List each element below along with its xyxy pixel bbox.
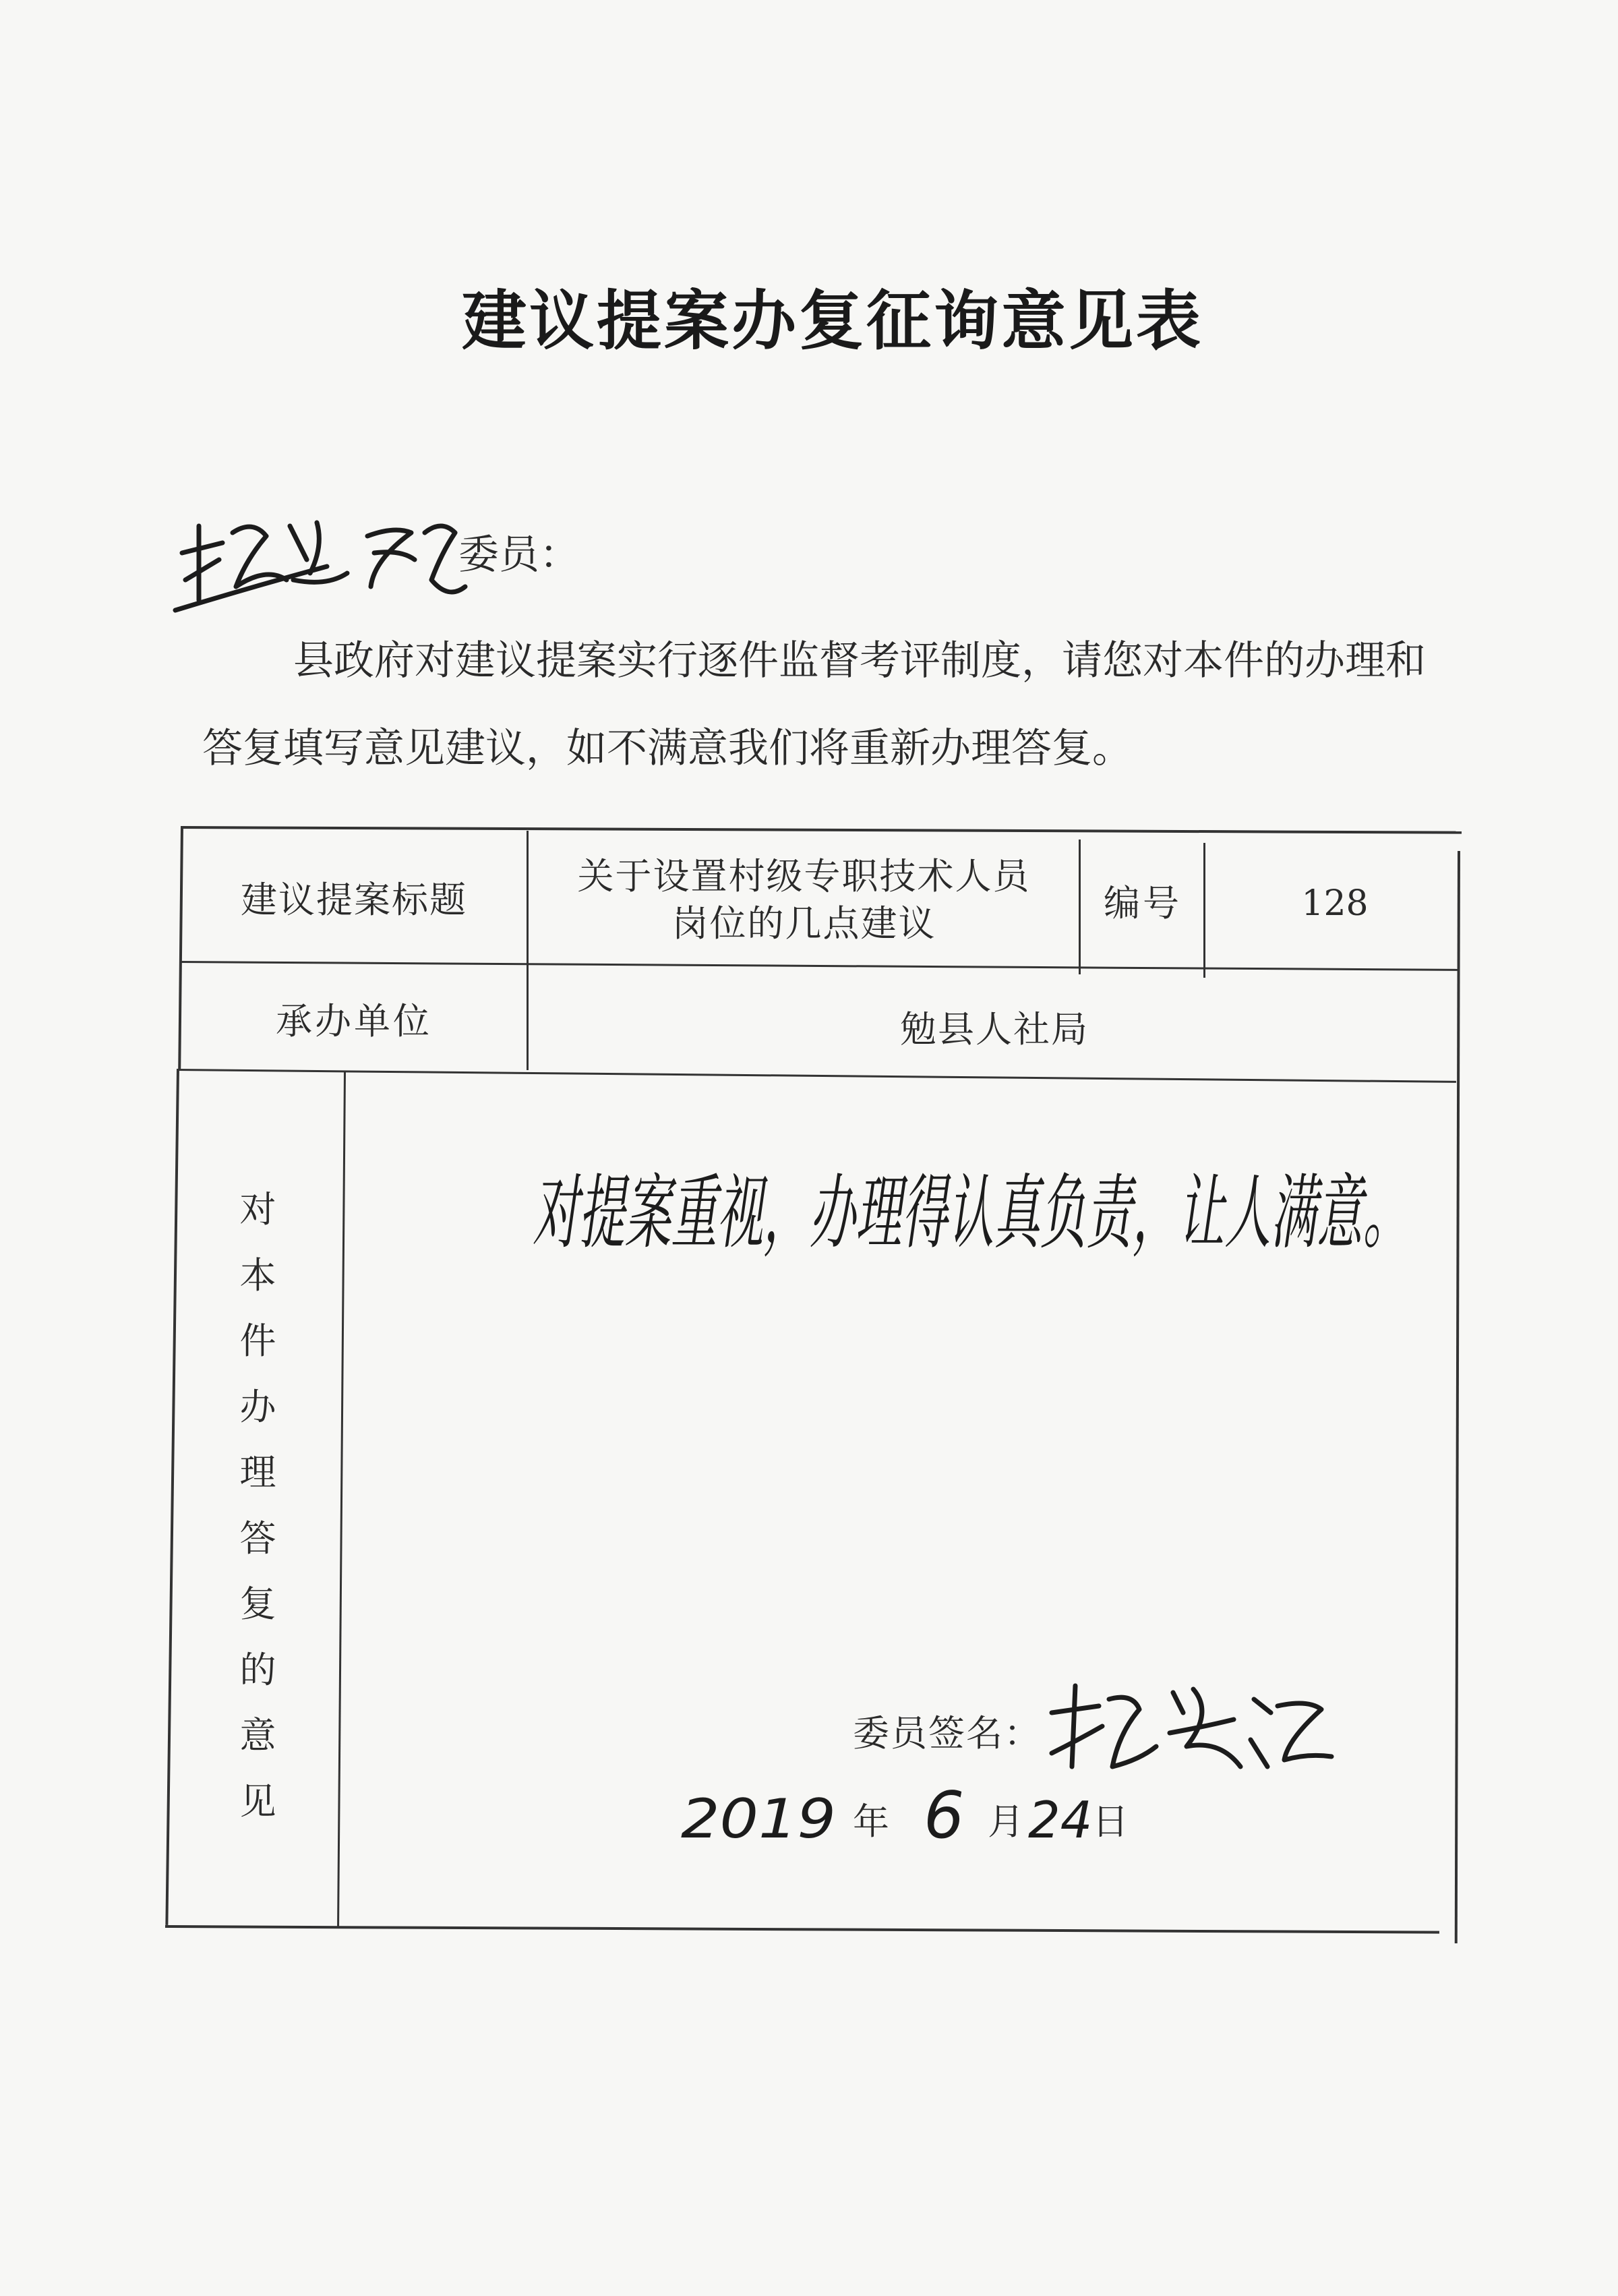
date-year: 2019 [681, 1788, 836, 1850]
handwritten-opinion [418, 1146, 1416, 1430]
date-row [681, 1770, 1220, 1864]
date-month-suffix: 月 [988, 1800, 1024, 1843]
opinion-label-vertical: 对本件办理答复的意见 [239, 1188, 276, 1823]
date-day-suffix: 日 [1092, 1800, 1129, 1843]
page-title: 建议提案办复征询意见表 [462, 283, 1203, 359]
signature-label: 委员签名： [853, 1712, 1042, 1755]
proposal-title-label: 建议提案标题 [241, 878, 467, 921]
member-name-signature [172, 485, 469, 614]
number-label: 编号 [1104, 881, 1182, 924]
member-signature [1038, 1672, 1335, 1780]
date-year-suffix: 年 [853, 1800, 889, 1843]
number-value: 128 [1301, 883, 1369, 924]
salutation: 委员： [458, 531, 580, 579]
handwritten-opinion-text: 对提案重视，办理得认真负责，让人满意。 [533, 1167, 1409, 1260]
intro-paragraph: 县政府对建议提案实行逐件监督考评制度，请您对本件的办理和答复填写意见建议，如不满意我们将重新办理答复。 [202, 637, 1426, 772]
date-day: 24 [1028, 1790, 1093, 1850]
date-month: 6 [924, 1779, 965, 1853]
handling-unit-value: 勉县人社局 [900, 1008, 1089, 1051]
proposal-title-value: 关于设置村级专职技术人员岗位的几点建议 [577, 855, 1031, 945]
handling-unit-label: 承办单位 [276, 999, 432, 1042]
